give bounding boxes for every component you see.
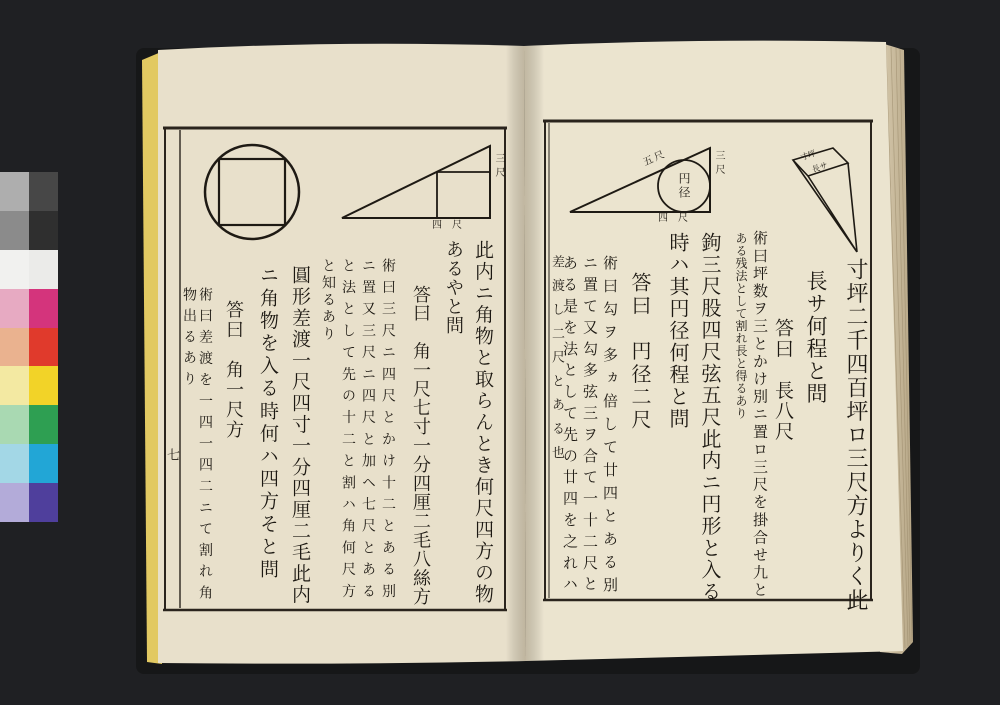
method-line: ある残法として割れ長と得るあり xyxy=(734,232,748,420)
method-line: 術曰勾ヲ多ヵ倍して廿四とある別 xyxy=(601,255,619,600)
method-line: 術曰差渡を一四一四二ニて割れ角 xyxy=(197,287,213,607)
method-line: 差渡し二尺とある也 xyxy=(549,255,564,470)
diagram-label: 四尺 xyxy=(432,220,472,231)
method-line: と法として先の十二と割ハ角何尺方 xyxy=(340,258,356,606)
diagram-label: 三尺 xyxy=(713,150,724,178)
answer-line: 答曰 長八尺 xyxy=(772,318,794,443)
method-line: ニ置又三尺ニ四尺と加ヘ七尺とある xyxy=(360,258,376,606)
diagram-label: 長サ xyxy=(810,160,829,175)
method-line: ある是を法として先の廿四を之れハ xyxy=(561,255,579,598)
answer-line: 答曰 円径二尺 xyxy=(628,272,652,432)
question-line: 寸坪二千四百坪ロ三尺方よりく此 xyxy=(843,258,868,612)
diagram-label: 円径 xyxy=(677,172,691,200)
answer-line: 答曰 角一尺七寸一分四厘二毛八絲方 xyxy=(410,285,431,607)
diagram-label: 五尺 xyxy=(641,148,668,169)
question-line: ニ角物を入る時何ハ四方そと問 xyxy=(257,265,279,582)
answer-line: 答曰 角一尺方 xyxy=(223,300,244,440)
question-line: 鉤三尺股四尺弦五尺此内ニ円形と入る xyxy=(698,232,722,603)
diagram-label: 寸坪 xyxy=(798,148,817,163)
question-line: 時ハ其円径何程と問 xyxy=(666,232,690,430)
gutter-shadow xyxy=(506,46,544,661)
question-line: あるやと問 xyxy=(443,240,464,335)
folio-number: 七 xyxy=(164,448,179,461)
diagram-label: 四尺 xyxy=(658,213,698,224)
method-line: 術曰坪数ヲ三とかけ別ニ置ロ三尺を掛合せ九と xyxy=(751,230,769,600)
method-line: ニ置て又勾多弦三ヲ合て一十二尺と xyxy=(581,255,599,598)
method-line: 術曰三尺ニ四尺とかけ十二とある別 xyxy=(380,258,396,606)
method-line: 物出るあり xyxy=(181,287,197,392)
question-line: 長サ何程と問 xyxy=(804,270,828,405)
diagram-label: 三尺 xyxy=(493,153,504,181)
method-line: と知るあり xyxy=(320,258,336,343)
question-line: 此内ニ角物と取らんとき何尺四方の物 xyxy=(472,240,494,606)
question-line: 圓形差渡一尺四寸一分四厘二毛此内 xyxy=(289,265,311,606)
